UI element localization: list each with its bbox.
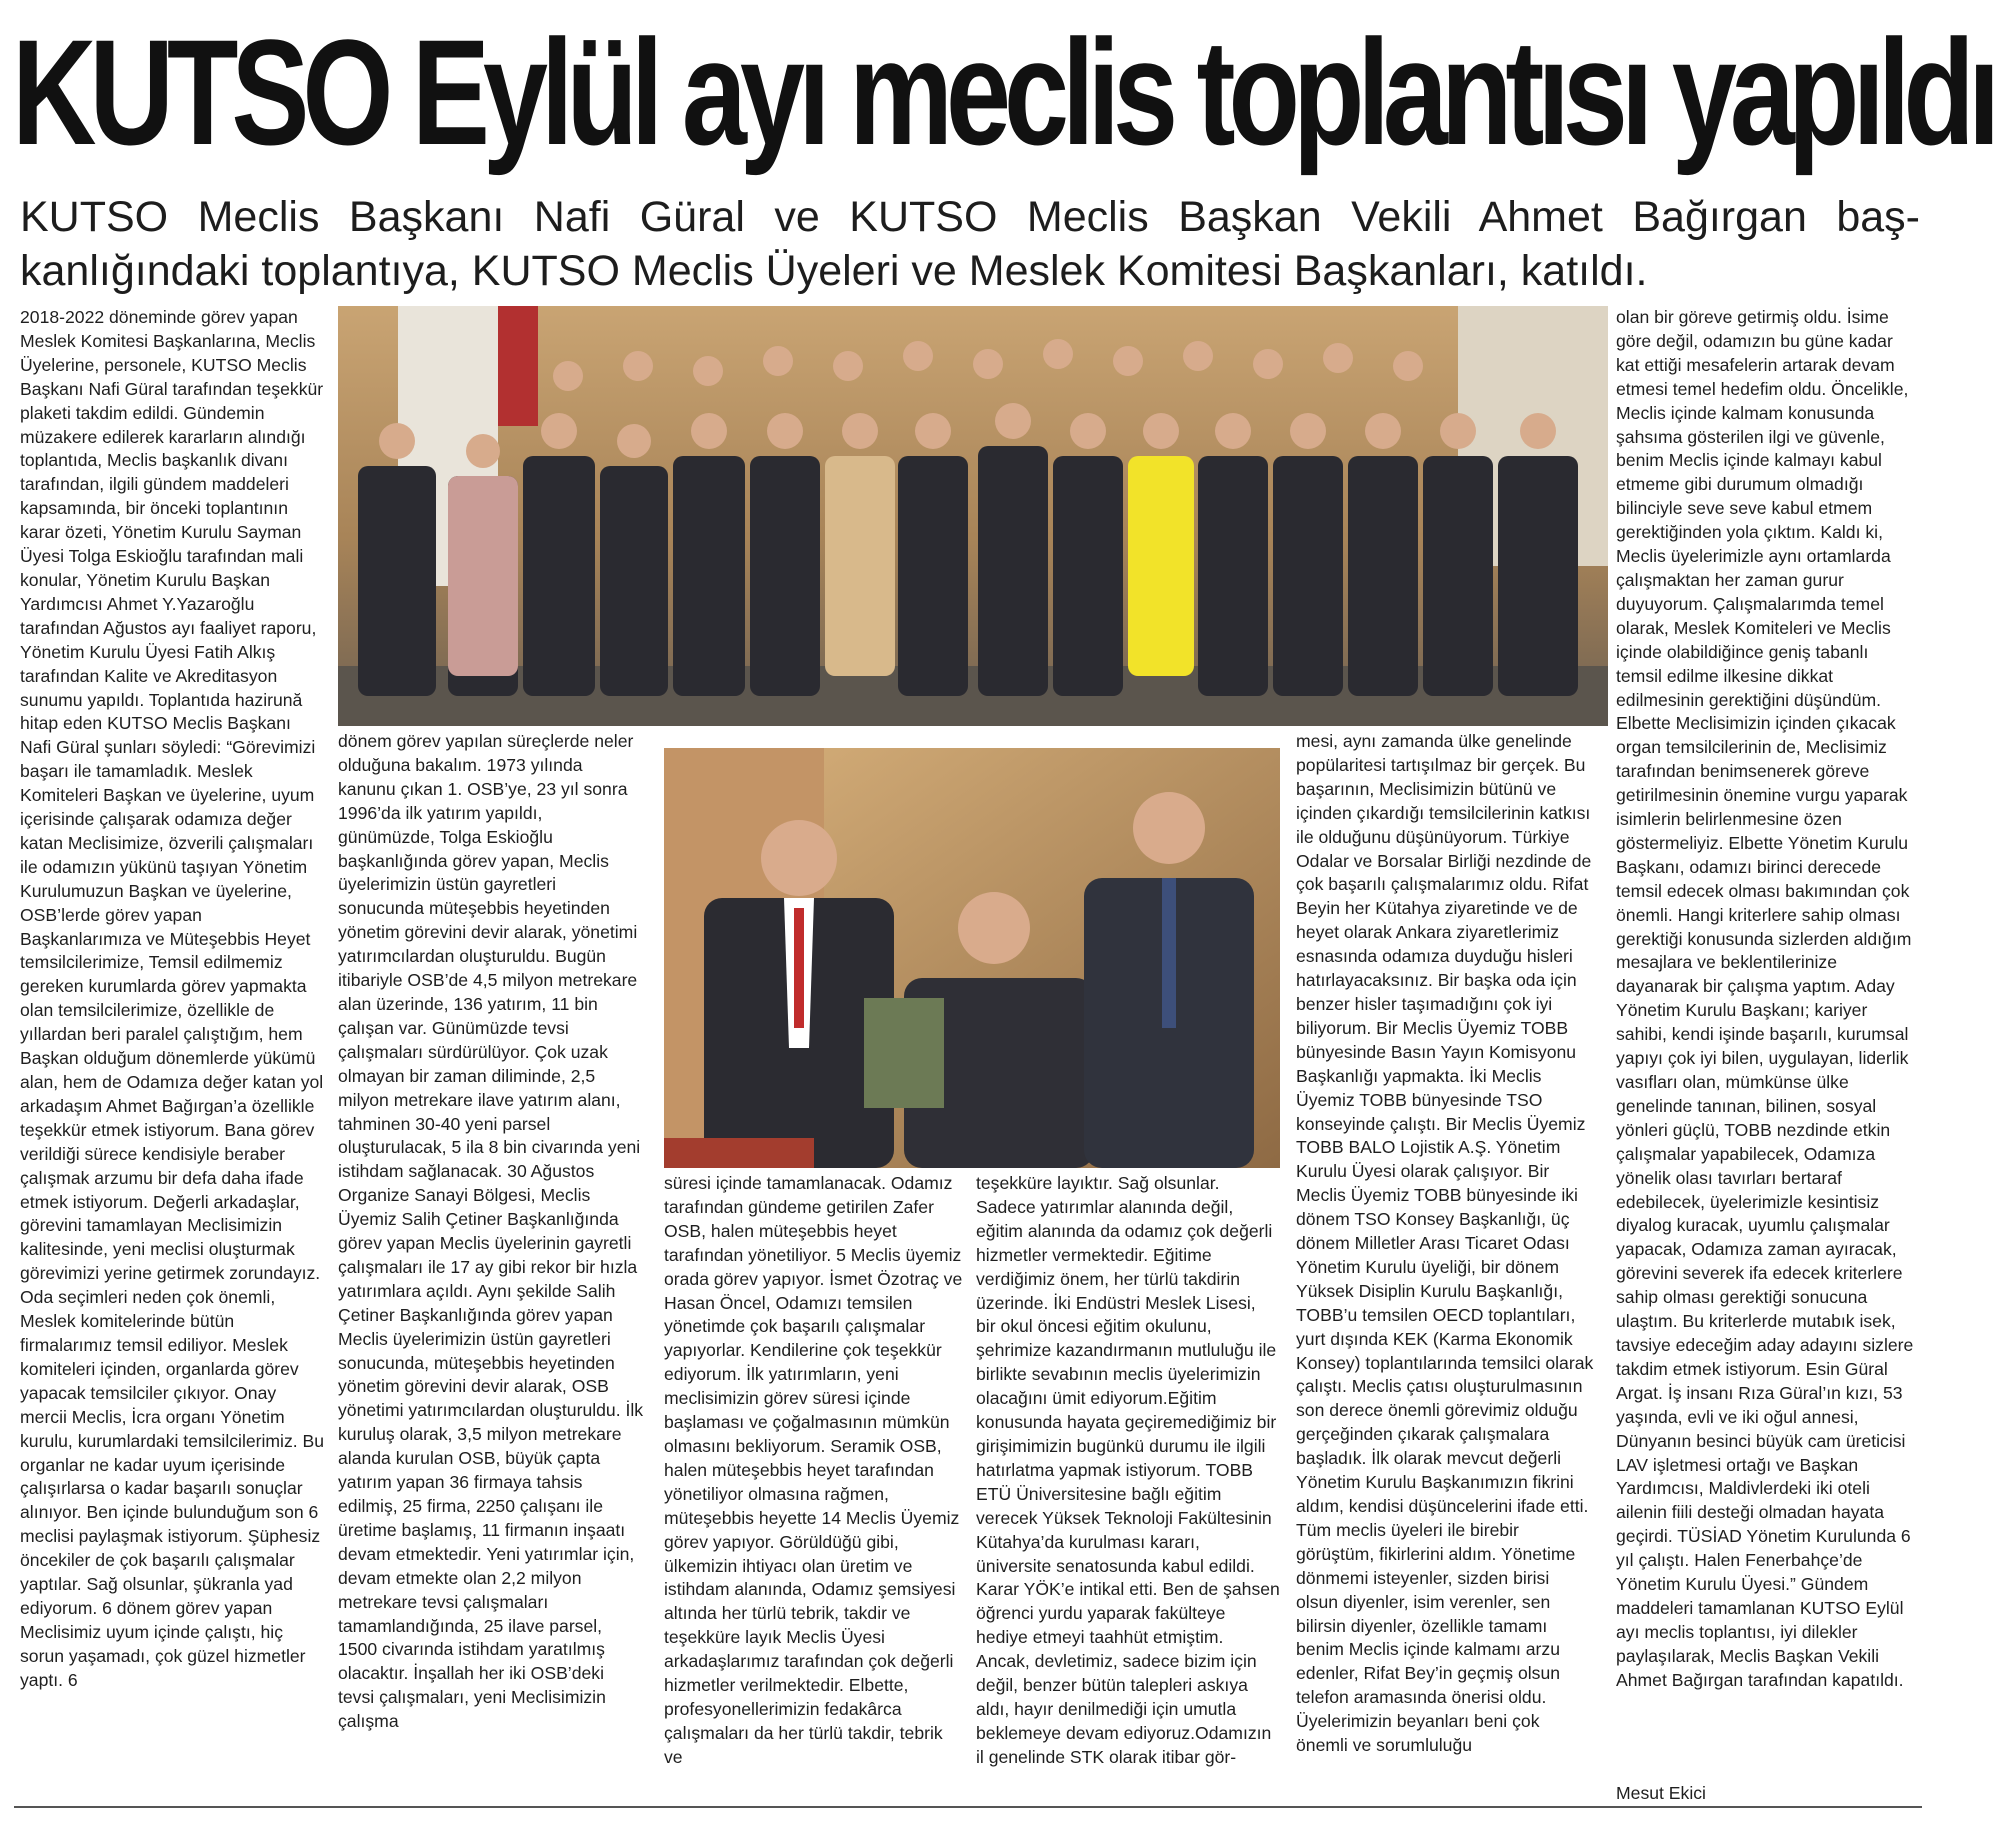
article-column-1: 2018-2022 döneminde görev yapan Meslek Komitesi Başkanlarına, Meclis Üyelerine, personele, KUTSO Meclis Başkanı Nafi Güral tarafından teşekkür plaketi takdim edildi. Gündemin müzakere edilerek kararların alındığı toplantıda, Meclis başkanlık divanı tarafından, ilgili gündem maddeleri kapsamında, bir önceki toplantının karar özeti, Yönetim Kurulu Sayman Üyesi Tolga Eskioğlu tarafından mali konular, Yönetim Kurulu Başkan Yardımcısı Ahmet Y.Yazaroğlu tarafından Ağustos ayı faaliyet raporu, Yönetim Kurulu Üyesi Fatih Alkış tarafından Kalite ve Akreditasyon sunumu yapıldı. Toplantıda hazirună hitap eden KUTSO Meclis Başkanı Nafi Güral şunları söyledi: “Görevimizi başarı ile tamamladık. Meslek Komiteleri Başkan ve üyelerine, uyum içerisinde çalışarak odamıza değer katan Meclisimize, özverili çalışmaları ile odamızın yükünü taşıyan Yönetim Kurulumuzun Başkan ve üyelerine, OSB’lerde görev yapan Başkanlarımıza ve Müteşebbis Heyet temsilcilerimize, Temsil edilmemiz gereken kurumlarda görev yapmakta olan temsilcilerimize, özellikle de yıllardan beri paralel çalıştığım, hem Başkan olduğum dönemlerde yükümü alan, hem de Odamıza değer katan yol arkadaşım Ahmet Bağırgan’a özellikle teşekkür etmek istiyorum. Bana görev verildiği sürece kendisiyle beraber çalışmak arzumu bir defa daha ifade etmek istiyorum. Değerli arkadaşlar, görevini tamamlayan Meclisimizin kalitesinde, yeni meclisi oluşturmak görevimizi yerine getirmek zorundayız. Oda seçimleri neden çok önemli, Meslek komitelerinde bütün firmalarımız temsil ediliyor. Meslek komiteleri içinden, organlarda görev yapacak temsilciler çıkıyor. Onay mercii Meclis, İcra organı Yönetim kurulu, kurumlardaki temsilcilerimiz. Bu organlar ne kadar uyum içerisinde çalışırlarsa o kadar başarılı sonuçlar alınıyor. Ben içinde bulunduğum son 6 meclisi paylaşmak istiyorum. Şüphesiz öncekiler de çok başarılı çalışmalar yaptılar. Sağ olsunlar, şükranla yad ediyorum. 6 dönem görev yapan Meclisimiz uyum içinde çalıştı, hiç sorun yaşamadı, çok güzel hizmetler yaptı. 6 xyxy=(20,307,325,1690)
article-column-2: dönem görev yapılan süreçlerde neler olduğuna bakalım. 1973 yılında kanunu çıkan 1. OSB’ye, 23 yıl sonra 1996’da ilk yatırım yapıldı, günümüzde, Tolga Eskioğlu başkanlığında görev yapan, Meclis üyelerimizin üstün gayretleri sonucunda müteşebbis heyetinden yönetim görevini devir alarak, yönetimi yatırımcılardan oluşturuldu. Bugün itibariyle OSB’de 4,5 milyon metrekare alan üzerinde, 136 yatırım, 11 bin çalışan var. Günümüzde tevsi çalışmaları sürdürülüyor. Çok uzak olmayan bir zaman diliminde, 2,5 milyon metrekare ilave yatırım alanı, tahminen 30-40 yeni parsel oluşturulacak, 5 ila 8 bin civarında yeni istihdam sağlanacak. 30 Ağustos Organize Sanayi Bölgesi, Meclis Üyemiz Salih Çetiner Başkanlığında görev yapan Meclis üyelerinin gayretli çalışmaları ile 17 ay gibi rekor bir hızla yatırımlara açıldı. Aynı şekilde Salih Çetiner Başkanlığında görev yapan Meclis üyelerimizin üstün gayretleri sonucunda, müteşebbis heyetinden yönetim görevini devir alarak, OSB yönetimi yatırımcılardan oluşturuldu. İlk kuruluş olarak, 3,5 milyon metrekare alanda kurulan OSB, büyük çapta yatırım yapan 36 firmaya tahsis edilmiş, 25 firma, 2250 çalışanı ile üretime başlamış, 11 firmanın inşaatı devam etmektedir. Yeni yatırımlar için, devam etmekte olan 2,2 milyon metrekare tevsi çalışmaları tamamlandığında, 25 ilave parsel, 1500 civarında istihdam yaratılmış olacaktır. İnşallah her iki OSB’deki tevsi çalışmaları, yeni Meclisimizin çalışma xyxy=(338,731,644,1732)
subheadline-line-1: KUTSO Meclis Başkanı Nafi Güral ve KUTSO Meclis Başkan Vekili Ahmet Bağırgan baş- xyxy=(20,193,1920,241)
plaque-photo-image xyxy=(664,748,1280,1168)
plaque-photo xyxy=(664,748,1280,1168)
headline: KUTSO Eylül ayı meclis toplantısı yapıldı xyxy=(12,8,1993,176)
subheadline xyxy=(20,190,1920,298)
article-column-5: mesi, aynı zamanda ülke genelinde popülaritesi tartışılmaz bir gerçek. Bu başarının, Meclisimizin bütünü ve içinden çıkardığı temsilcilerinin katkısı ile olduğunu düşünüyorum. Türkiye Odalar ve Borsalar Birliği nezdinde de çok başarılı çalışmalarımız oldu. Rifat Beyin her Kütahya ziyaretinde ve de heyet olarak Ankara ziyaretlerimiz esnasında odamıza duyduğu hisleri hatırlayacaksınız. Bir başka oda için benzer hisler taşımadığını çok iyi biliyorum. Bir Meclis Üyemiz TOBB bünyesinde Basın Yayın Komisyonu Başkanlığı yapmakta. İki Meclis Üyemiz TOBB bünyesinde TSO konseyinde çalıştı. Bir Meclis Üyemiz TOBB BALO Lojistik A.Ş. Yönetim Kurulu Üyesi olarak çalışıyor. Bir Meclis Üyemiz TOBB bünyesinde iki dönem TSO Konsey Başkanlığı, üç dönem Milletler Arası Ticaret Odası Yönetim Kurulu üyeliği, bir dönem Yüksek Disiplin Kurulu Başkanlığı, TOBB’u temsilen OECD toplantıları, yurt dışında KEK (Karma Ekonomik Konsey) toplantılarında temsilci olarak çalıştı. Meclis çatısı oluşturulmasının son derece önemli görevimiz olduğu gerçeğinden çıkarak çalışmalara başladık. İlk olarak mevcut değerli Yönetim Kurulu Başkanımızın fikrini aldım, kendisi düşüncelerini ifade etti. Tüm meclis üyeleri ile birebir görüştüm, fikirlerini aldım. Yönetime dönmemi isteyenler, sizden birisi olsun diyenler, isim verenler, sen bilirsin diyenler, özellikle tamamı benim Meclis içinde kalmamı arzu edenler, Rifat Bey’in geçmiş olsun telefon aramasında önerisi oldu. Üyelerimizin beyanları beni çok önemli ve sorumluluğu xyxy=(1296,731,1594,1756)
article-column-6: olan bir göreve getirmiş oldu. İsime göre değil, odamızın bu güne kadar kat ettiği mesafelerin artarak devam etmesi temel hedefim oldu. Öncelikle, Meclis içinde kalmam konusunda şahsıma gösterilen ilgi ve güvenle, benim Meclis içinde kalmayı kabul etmeme gibi durumum olmadığı bilinciyle seve seve kabul etmem gerektiğinden yola çıktım. Kaldı ki, Meclis üyelerimizle aynı ortamlarda çalışmaktan her zaman gurur duyuyorum. Çalışmalarımda temel olarak, Meslek Komiteleri ve Meclis içinde olabildiğince geniş tabanlı temsil edilme ilkesine dikkat edilmesinin gerektiğini düşündüm. Elbette Meclisimizin içinden çıkacak organ temsilcilerinin de, Meclisimiz tarafından benimsenerek göreve getirilmesinin önemine vurgu yaparak isimlerin belirlenmesine özen göstermeliyiz. Elbette Yönetim Kurulu Başkanı, odamızı birinci derecede temsil edecek olması bakımından çok önemli. Hangi kriterlere sahip olması gerektiği konusunda sizlerden aldığım mesajlara ve beklentilerinize dayanarak bir çalışma yaptım. Aday Yönetim Kurulu Başkanı; kariyer sahibi, kendi işinde başarılı, kurumsal yapıyı çok iyi bilen, uygulayan, liderlik vasıfları olan, mümkünse ülke genelinde tanınan, bilinen, sosyal yönleri güçlü, TOBB nezdinde etkin çalışmalar yapabilecek, Odamıza yönelik olası tavırları bertaraf edebilecek, üyelerimizle kesintisiz diyalog kuracak, uyumlu çalışmalar yapacak, Odamıza zaman ayıracak, görevini severek ifa edecek kriterlere sahip olması gerektiği sonucuna ulaştım. Bu kriterlerde mutabık isek, tavsiye edeceğim aday adayını sizlere takdim etmek istiyorum. Esin Güral Argat. İş insanı Rıza Güral’ın kızı, 53 yaşında, evli ve iki oğul annesi, Dünyanın besinci büyük cam üreticisi LAV işletmesi ortağı ve Başkan Yardımcısı, Maldivlerdeki iki oteli ailenin fiili desteği olmadan hayata geçirdi. TÜSİAD Yönetim Kurulunda 6 yıl çalıştı. Halen Fenerbahçe’de Yönetim Kurulu Üyesi.” Gündem maddeleri tamamlanan KUTSO Eylül ayı meclis toplantısı, iyi dilekler paylaşılarak, Meclis Başkan Vekili Ahmet Bağırgan tarafından kapatıldı. xyxy=(1616,307,1914,1690)
article-column-4: teşekküre layıktır. Sağ olsunlar. Sadece yatırımlar alanında değil, eğitim alanında da odamız çok değerli hizmetler vermektedir. Eğitime verdiğimiz önem, her türlü takdirin üzerinde. İki Endüstri Meslek Lisesi, bir okul öncesi eğitim okulunu, şehrimize kazandırmanın mutluluğu ile birlikte sevabının meclis üyelerimizin olacağını ümit ediyorum.Eğitim konusunda hayata geçiremediğimiz bir girişimimizin bugünkü durumu ile ilgili hatırlatma yapmak istiyorum. TOBB ETÜ Üniversitesine bağlı eğitim verecek Yüksek Teknoloji Fakültesinin Kütahya’da kurulması kararı, üniversite senatosunda kabul edildi. Karar YÖK’e intikal etti. Ben de şahsen öğrenci yurdu yaparak fakülteye hediye etmeyi taahhüt etmiştim. Ancak, devletimiz, sadece bizim için değil, benzer bütün talepleri askıya aldı, hayır denilmediği için umutla beklemeye devam ediyoruz.Odamızın il genelinde STK olarak itibar gör- xyxy=(976,1173,1280,1767)
bottom-divider xyxy=(14,1806,1922,1808)
article-column-3: süresi içinde tamamlanacak. Odamız tarafından gündeme getirilen Zafer OSB, halen müteşebbis heyet tarafından yönetiliyor. 5 Meclis üyemiz orada görev yapıyor. İsmet Özotraç ve Hasan Öncel, Odamızı temsilen yönetimde çok başarılı çalışmalar yapıyorlar. Kendilerine çok teşekkür ediyorum. İlk yatırımların, yeni meclisimizin görev süresi içinde başlaması ve çoğalmasının mümkün olmasını bekliyorum. Seramik OSB, halen müteşebbis heyet tarafından yönetiliyor olmasına rağmen, müteşebbis heyette 14 Meclis Üyemiz görev yapıyor. Görüldüğü gibi, ülkemizin ihtiyacı olan üretim ve istihdam alanında, Odamız şemsiyesi altında her türlü tebrik, takdir ve teşekküre layık Meclis Üyesi arkadaşlarımız tarafından çok değerli hizmetler verilmektedir. Elbette, profesyonellerimizin fedakârca çalışmaları da her türlü takdir, tebrik ve xyxy=(664,1173,963,1767)
group-photo xyxy=(338,306,1608,726)
group-photo-image xyxy=(338,306,1608,726)
subheadline-line-2: kanlığındaki toplantıya, KUTSO Meclis Üyeleri ve Meslek Komitesi Başkanları, katıldı. xyxy=(20,247,1648,295)
byline: Mesut Ekici xyxy=(1616,1783,1706,1803)
